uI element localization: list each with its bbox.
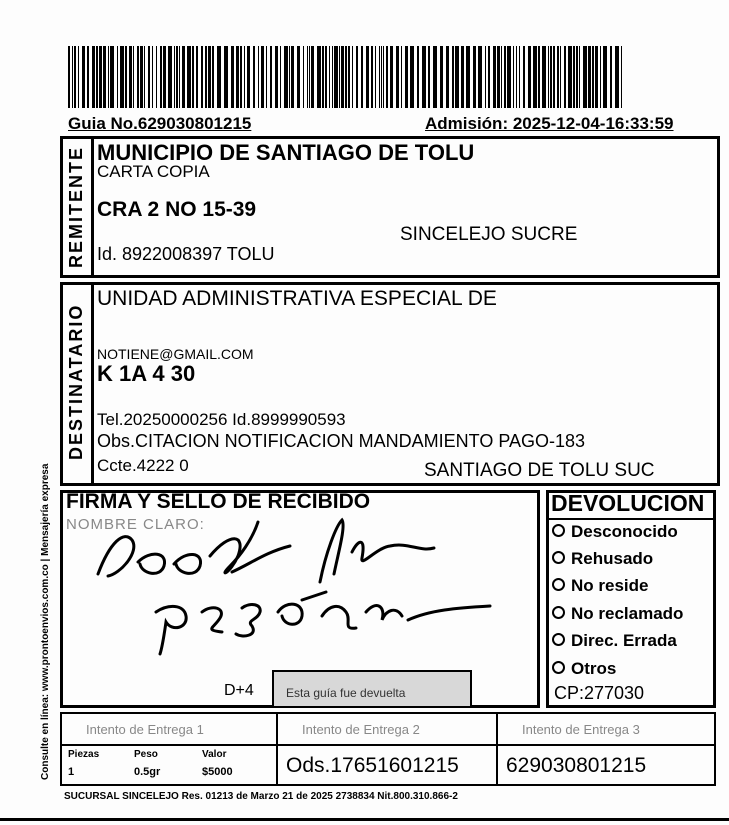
package-info-cell xyxy=(60,744,278,786)
barcode-bar xyxy=(129,46,132,108)
barcode-bar xyxy=(297,46,300,108)
barcode-bar xyxy=(473,46,476,108)
barcode-bar xyxy=(82,46,85,108)
radio-icon xyxy=(552,606,565,619)
cp-code: CP:277030 xyxy=(554,683,645,703)
barcode-bar xyxy=(588,46,591,108)
option-no-reside[interactable]: No reside xyxy=(552,576,648,596)
barcode-bar xyxy=(329,46,330,108)
bottom-edge xyxy=(0,818,729,821)
barcode-bar xyxy=(452,46,454,108)
barcode-bar xyxy=(478,46,482,108)
barcode-bar xyxy=(280,46,281,108)
barcode-bar xyxy=(533,46,537,108)
option-direc-errada[interactable]: Direc. Errada xyxy=(552,631,677,651)
radio-icon xyxy=(552,578,565,591)
barcode-bar xyxy=(341,46,344,108)
barcode-bar xyxy=(217,46,221,108)
barcode-bar xyxy=(87,46,89,108)
remitente-name: MUNICIPIO DE SANTIAGO DE TOLU xyxy=(97,140,475,165)
radio-icon xyxy=(552,661,565,674)
barcode-bar xyxy=(303,46,304,108)
barcode-bar xyxy=(595,46,598,108)
barcode-bar xyxy=(103,46,106,108)
barcode-bar xyxy=(74,46,76,108)
barcode-bar xyxy=(390,46,393,108)
option-rehusado[interactable]: Rehusado xyxy=(552,549,653,569)
barcode-bar xyxy=(120,46,124,108)
peso-label: Peso xyxy=(134,749,158,760)
intento-1-label: Intento de Entrega 1 xyxy=(86,722,204,737)
barcode-bar xyxy=(117,46,118,108)
barcode-bar xyxy=(266,46,267,108)
barcode-bar xyxy=(352,46,353,108)
barcode-bar xyxy=(501,46,502,108)
barcode-bar xyxy=(317,46,321,108)
handwritten-signature xyxy=(90,512,510,662)
barcode-bar xyxy=(179,46,180,108)
barcode-bar xyxy=(163,46,166,108)
barcode-bar xyxy=(356,46,358,108)
barcode-bar xyxy=(433,46,437,108)
destinatario-address: K 1A 4 30 xyxy=(97,361,196,386)
barcode-bar xyxy=(579,46,580,108)
barcode-bar xyxy=(201,46,203,108)
radio-icon xyxy=(552,551,565,564)
barcode-bar xyxy=(160,46,162,108)
barcode-bar xyxy=(497,46,500,108)
barcode-bar xyxy=(110,46,114,108)
barcode-bar xyxy=(603,46,607,108)
radio-icon xyxy=(552,524,565,537)
barcode-bar xyxy=(284,46,288,108)
remitente-city: SINCELEJO SUCRE xyxy=(400,224,578,245)
option-otros[interactable]: Otros xyxy=(552,659,616,679)
barcode-bar xyxy=(371,46,373,108)
destinatario-tel: Tel.20250000256 Id.8999990593 xyxy=(97,410,346,429)
barcode-bar xyxy=(212,46,214,108)
barcode-bar xyxy=(96,46,98,108)
barcode-bar xyxy=(108,46,109,108)
barcode-bar xyxy=(182,46,185,108)
barcode-bar xyxy=(78,46,79,108)
barcode-bar xyxy=(322,46,324,108)
barcode-bar xyxy=(133,46,134,108)
barcode-bar xyxy=(396,46,399,108)
barcode-bar xyxy=(381,46,382,108)
nombre-claro-label: NOMBRE CLARO: xyxy=(66,516,205,533)
barcode-bar xyxy=(542,46,546,108)
barcode-bar xyxy=(339,46,340,108)
remitente-divider xyxy=(91,136,94,278)
valor-value: $5000 xyxy=(202,766,233,778)
barcode-bar xyxy=(466,46,470,108)
barcode xyxy=(68,46,622,108)
barcode-bar xyxy=(401,46,402,108)
piezas-value: 1 xyxy=(68,766,75,778)
intento-3-label: Intento de Entrega 3 xyxy=(522,722,640,737)
barcode-bar xyxy=(615,46,619,108)
barcode-bar xyxy=(325,46,327,108)
barcode-bar xyxy=(405,46,408,108)
barcode-bar xyxy=(592,46,594,108)
option-no-reclamado[interactable]: No reclamado xyxy=(552,604,683,624)
barcode-bar xyxy=(583,46,587,108)
barcode-bar xyxy=(507,46,511,108)
radio-icon xyxy=(552,633,565,646)
barcode-bar xyxy=(610,46,612,108)
barcode-bar xyxy=(560,46,561,108)
barcode-bar xyxy=(253,46,255,108)
barcode-bar xyxy=(366,46,369,108)
barcode-bar xyxy=(461,46,464,108)
peso-value: 0.5gr xyxy=(134,766,161,778)
barcode-bar xyxy=(258,46,259,108)
valor-label: Valor xyxy=(202,749,227,760)
barcode-bar xyxy=(231,46,234,108)
barcode-bar xyxy=(307,46,308,108)
barcode-bar xyxy=(236,46,239,108)
barcode-bar xyxy=(168,46,172,108)
barcode-bar xyxy=(68,46,70,108)
barcode-bar xyxy=(568,46,572,108)
barcode-bar xyxy=(205,46,207,108)
barcode-bar xyxy=(92,46,95,108)
barcode-bar xyxy=(553,46,555,108)
barcode-bar xyxy=(386,46,388,108)
devolucion-title: DEVOLUCION xyxy=(551,490,705,516)
destinatario-obs: Obs.CITACION NOTIFICACION MANDAMIENTO PAGO-183 xyxy=(97,431,586,451)
barcode-bar xyxy=(621,46,622,108)
barcode-bar xyxy=(519,46,520,108)
ods-cell xyxy=(276,744,498,786)
firma-title: FIRMA Y SELLO DE RECIBIDO xyxy=(66,490,371,513)
barcode-bar xyxy=(152,46,153,108)
guia-number-cell xyxy=(496,744,716,786)
barcode-bar xyxy=(275,46,278,108)
devolucion-rule xyxy=(548,518,714,520)
barcode-bar xyxy=(428,46,430,108)
barcode-bar xyxy=(379,46,380,108)
barcode-bar xyxy=(148,46,150,108)
barcode-bar xyxy=(224,46,228,108)
piezas-label: Piezas xyxy=(68,749,100,760)
barcode-bar xyxy=(270,46,272,108)
barcode-bar xyxy=(488,46,490,108)
guia-number: Guia No.629030801215 xyxy=(68,114,252,133)
barcode-bar xyxy=(289,46,290,108)
barcode-bar xyxy=(187,46,191,108)
barcode-bar xyxy=(455,46,459,108)
intento-2-label: Intento de Entrega 2 xyxy=(302,722,420,737)
barcode-bar xyxy=(576,46,578,108)
barcode-bar xyxy=(137,46,139,108)
barcode-bar xyxy=(192,46,194,108)
barcode-bar xyxy=(208,46,211,108)
barcode-bar xyxy=(174,46,175,108)
barcode-bar xyxy=(291,46,294,108)
footer-text: SUCURSAL SINCELEJO Res. 01213 de Marzo 21 de 2025 2738834 Nit.800.310.866-2 xyxy=(64,791,458,802)
option-desconocido[interactable]: Desconocido xyxy=(552,522,678,542)
barcode-bar xyxy=(125,46,127,108)
barcode-bar xyxy=(410,46,414,108)
barcode-bar xyxy=(493,46,496,108)
barcode-bar xyxy=(334,46,338,108)
barcode-bar xyxy=(196,46,198,108)
barcode-bar xyxy=(422,46,426,108)
guia-number-bottom: 629030801215 xyxy=(506,754,647,777)
barcode-bar xyxy=(375,46,376,108)
admission-datetime: Admisión: 2025-12-04-16:33:59 xyxy=(425,114,674,133)
barcode-bar xyxy=(417,46,419,108)
remitente-label: REMITENTE xyxy=(66,145,86,268)
ods-number: Ods.17651601215 xyxy=(286,754,459,777)
d4-label: D+4 xyxy=(224,682,254,699)
barcode-bar xyxy=(140,46,143,108)
barcode-bar xyxy=(72,46,73,108)
barcode-bar xyxy=(446,46,449,108)
remitente-address: CRA 2 NO 15-39 xyxy=(97,198,257,221)
barcode-bar xyxy=(548,46,549,108)
barcode-bar xyxy=(528,46,531,108)
barcode-bar xyxy=(240,46,242,108)
destinatario-city: SANTIAGO DE TOLU SUC xyxy=(424,460,655,481)
barcode-bar xyxy=(513,46,514,108)
barcode-bar xyxy=(176,46,178,108)
barcode-bar xyxy=(600,46,601,108)
destinatario-ccte: Ccte.4222 0 xyxy=(97,456,189,475)
destinatario-label: DESTINATARIO xyxy=(66,303,86,460)
barcode-bar xyxy=(244,46,245,108)
stamp-text: Esta guía fue devuelta xyxy=(286,686,406,700)
barcode-bar xyxy=(538,46,540,108)
barcode-bar xyxy=(261,46,264,108)
remitente-subtitle: CARTA COPIA xyxy=(97,162,210,181)
barcode-bar xyxy=(564,46,566,108)
barcode-bar xyxy=(504,46,506,108)
barcode-bar xyxy=(440,46,443,108)
barcode-bar xyxy=(516,46,517,108)
barcode-bar xyxy=(247,46,250,108)
barcode-bar xyxy=(361,46,363,108)
destinatario-divider xyxy=(91,282,94,486)
barcode-bar xyxy=(332,46,333,108)
intento-3-cell xyxy=(496,712,716,746)
remitente-id: Id. 8922008397 TOLU xyxy=(97,244,275,264)
barcode-bar xyxy=(550,46,552,108)
barcode-bar xyxy=(573,46,575,108)
barcode-bar xyxy=(345,46,347,108)
barcode-bar xyxy=(99,46,102,108)
barcode-bar xyxy=(309,46,310,108)
destinatario-name: UNIDAD ADMINISTRATIVA ESPECIAL DE xyxy=(97,287,497,310)
barcode-bar xyxy=(144,46,145,108)
barcode-bar xyxy=(557,46,559,108)
barcode-bar xyxy=(383,46,384,108)
intento-1-cell xyxy=(60,712,278,746)
destinatario-email: NOTIENE@GMAIL.COM xyxy=(97,346,254,362)
side-consult-text: Consulte en línea: www.prontoenvios.com.co | Mensajería expresa xyxy=(40,463,51,780)
barcode-bar xyxy=(311,46,314,108)
barcode-bar xyxy=(523,46,525,108)
barcode-bar xyxy=(348,46,350,108)
intento-2-cell xyxy=(276,712,498,746)
barcode-bar xyxy=(156,46,157,108)
barcode-bar xyxy=(485,46,486,108)
